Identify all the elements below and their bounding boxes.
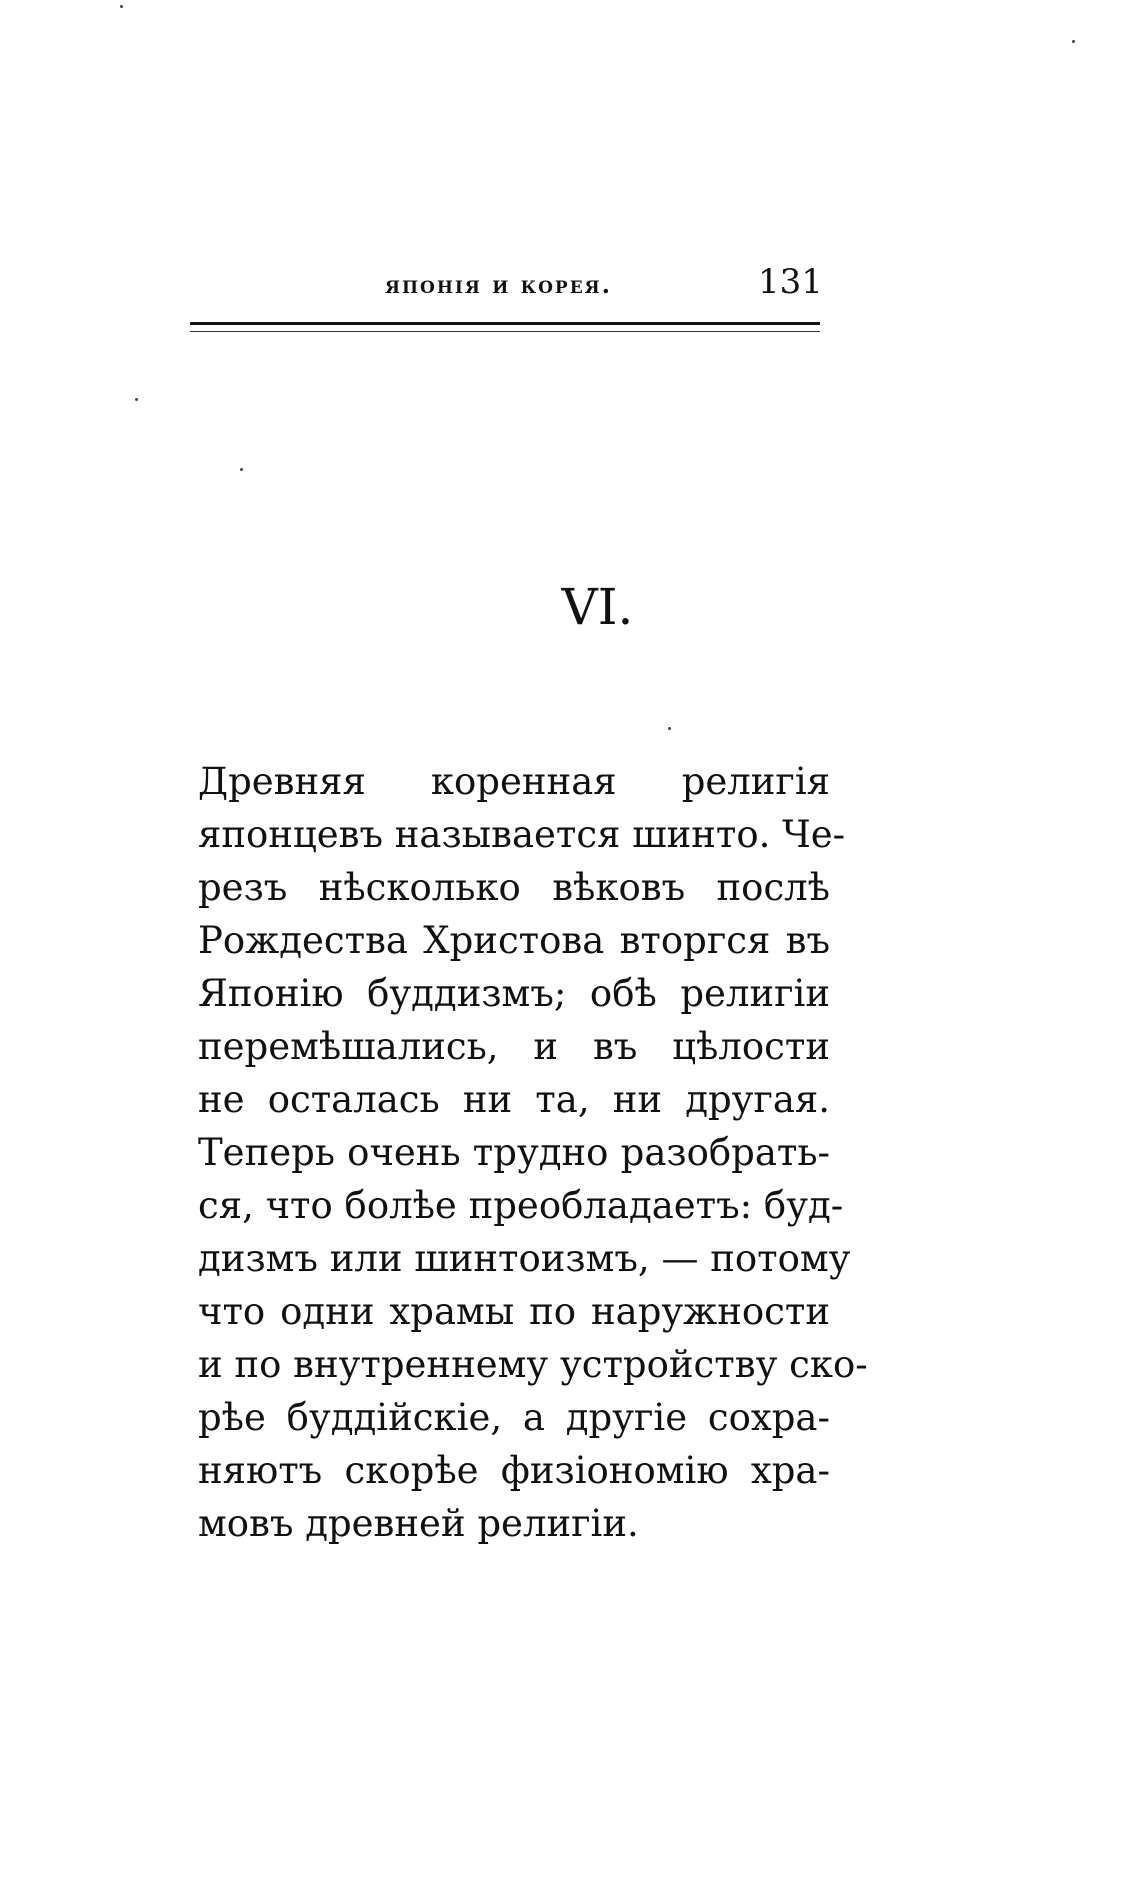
header-rule-thin bbox=[190, 331, 820, 332]
text-line: что одни храмы по наружности bbox=[198, 1290, 830, 1333]
scan-speck bbox=[240, 468, 243, 471]
scan-speck bbox=[135, 398, 138, 401]
text-line: рѣе буддійскіе, а другіе сохра- bbox=[198, 1396, 830, 1439]
text-line: Японію буддизмъ; обѣ религіи bbox=[198, 972, 830, 1015]
text-line: и по внутреннему устройству ско- bbox=[198, 1343, 868, 1386]
text-line: перемѣшались, и въ цѣлости bbox=[198, 1025, 830, 1068]
text-line: ся, что болѣе преобладаетъ: буд- bbox=[198, 1184, 844, 1227]
text-line: мовъ древней религіи. bbox=[198, 1502, 639, 1545]
scan-speck bbox=[120, 5, 123, 8]
text-line: Теперь очень трудно разобрать- bbox=[198, 1131, 830, 1174]
text-line: дизмъ или шинтоизмъ, — потому bbox=[198, 1237, 851, 1280]
body-paragraph bbox=[198, 755, 868, 1550]
chapter-heading-text: VI. bbox=[561, 578, 634, 636]
page-number: 131 bbox=[758, 262, 823, 302]
text-line: японцевъ называется шинто. Че- bbox=[198, 813, 846, 856]
chapter-heading bbox=[0, 578, 1140, 636]
header-rule-thick bbox=[190, 322, 820, 325]
text-line: не осталась ни та, ни другая. bbox=[198, 1078, 830, 1121]
text-line: няютъ скорѣе физіономію хра- bbox=[198, 1449, 830, 1492]
running-title: японія и корея. bbox=[385, 270, 612, 299]
text-line: резъ нѣсколько вѣковъ послѣ bbox=[198, 866, 830, 909]
text-line: Древняя коренная религія bbox=[198, 760, 830, 803]
scan-speck bbox=[1072, 40, 1075, 43]
scan-speck bbox=[668, 727, 671, 730]
text-line: Рождества Христова вторгся въ bbox=[198, 919, 830, 962]
